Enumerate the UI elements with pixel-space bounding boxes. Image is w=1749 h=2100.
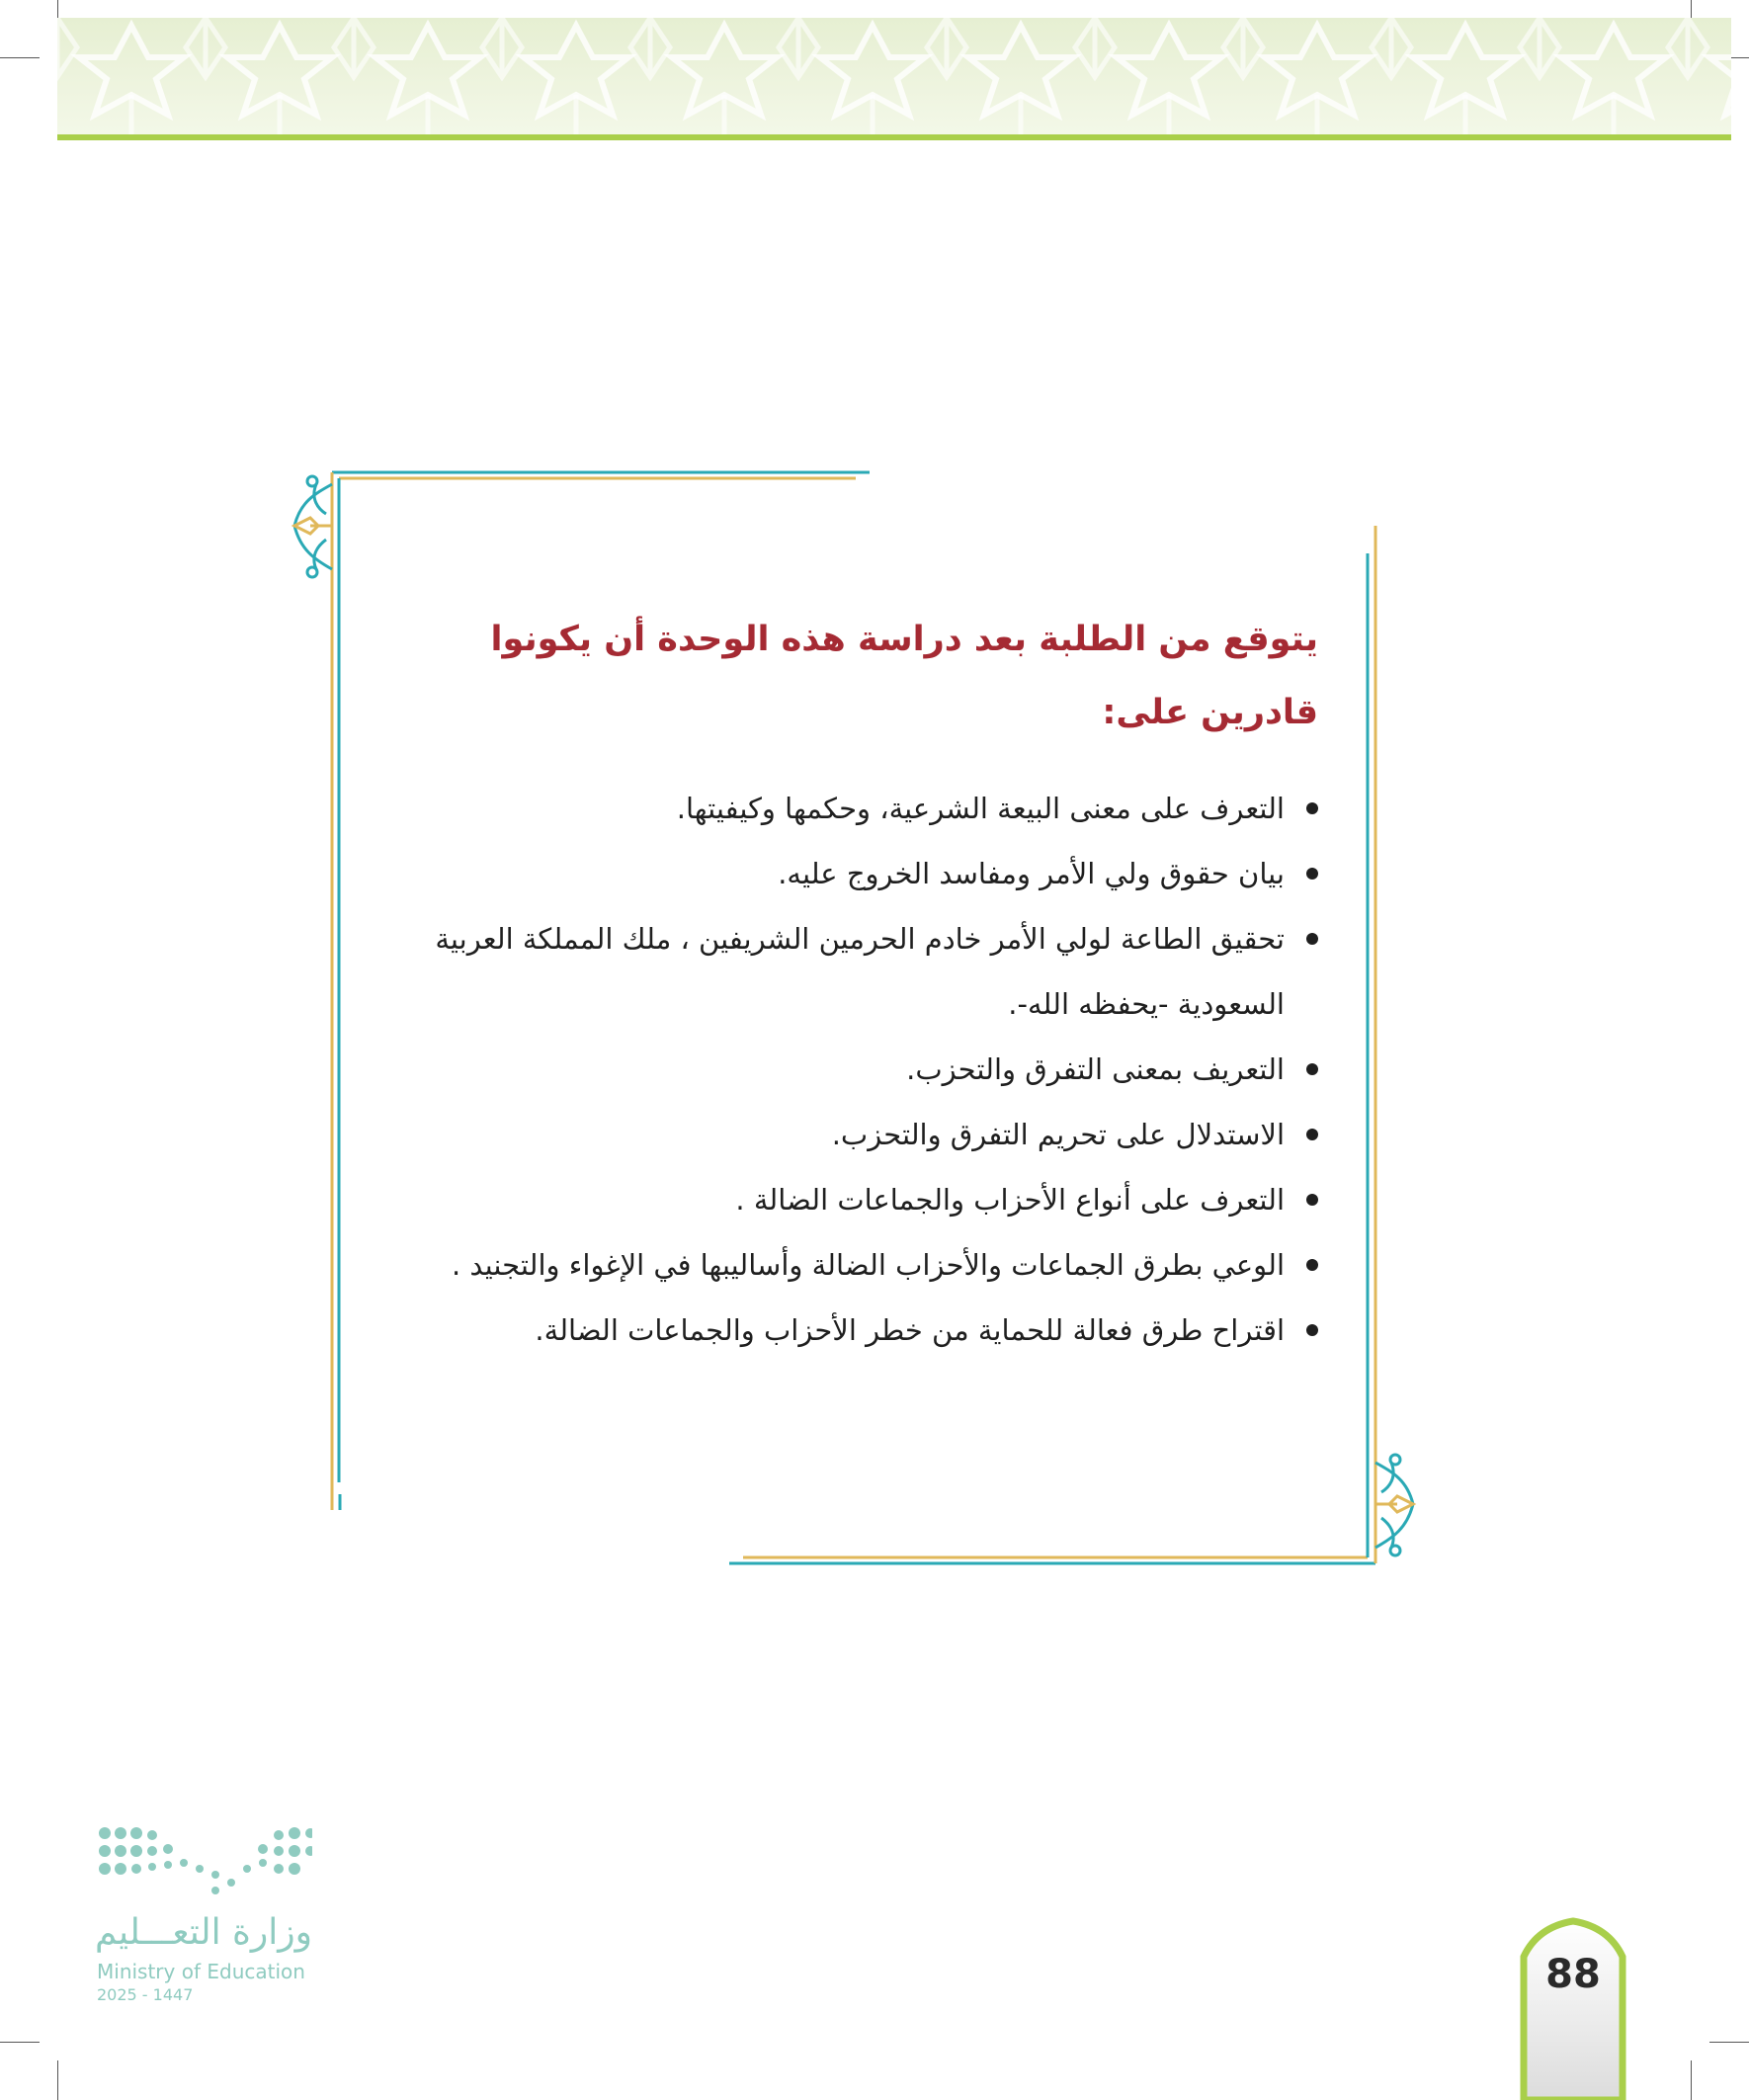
list-item: تحقيق الطاعة لولي الأمر خادم الحرمين الشريفين ، ملك المملكة العربية السعودية -يحفظه الله-. bbox=[370, 906, 1318, 1037]
bullet-icon bbox=[1306, 1129, 1318, 1140]
list-item: التعريف بمعنى التفرق والتحزب. bbox=[370, 1037, 1318, 1102]
ministry-dots-logo-icon bbox=[95, 1823, 312, 1902]
floral-ornament-icon bbox=[294, 476, 332, 577]
list-item: الاستدلال على تحريم التفرق والتحزب. bbox=[370, 1102, 1318, 1167]
bullet-icon bbox=[1306, 1259, 1318, 1271]
list-item: التعرف على أنواع الأحزاب والجماعات الضالة . bbox=[370, 1167, 1318, 1232]
edition-year: 2025 - 1447 bbox=[97, 1985, 194, 2004]
list-item: الوعي بطرق الجماعات والأحزاب الضالة وأساليبها في الإغواء والتجنيد . bbox=[370, 1232, 1318, 1298]
floral-ornament-icon bbox=[1375, 1455, 1413, 1555]
list-item: بيان حقوق ولي الأمر ومفاسد الخروج عليه. bbox=[370, 841, 1318, 906]
bullet-icon bbox=[1306, 933, 1318, 945]
objectives-title: يتوقع من الطلبة بعد دراسة هذه الوحدة أن يكونوا قادرين على: bbox=[490, 620, 1318, 732]
bullet-icon bbox=[1306, 1063, 1318, 1075]
objectives-list bbox=[370, 776, 1318, 1363]
bullet-icon bbox=[1306, 1194, 1318, 1206]
list-item: التعرف على معنى البيعة الشرعية، وحكمها وكيفيتها. bbox=[370, 776, 1318, 841]
list-item: اقتراح طرق فعالة للحماية من خطر الأحزاب والجماعات الضالة. bbox=[370, 1298, 1318, 1363]
page-number: 88 bbox=[1545, 1952, 1601, 1997]
ministry-name-english: Ministry of Education bbox=[97, 1960, 305, 1983]
bullet-icon bbox=[1306, 868, 1318, 880]
page-number-tab bbox=[1518, 1917, 1628, 2100]
bullet-icon bbox=[1306, 1324, 1318, 1336]
bullet-icon bbox=[1306, 802, 1318, 814]
ministry-name-arabic: وزارة التعـــليم bbox=[95, 1912, 313, 1953]
